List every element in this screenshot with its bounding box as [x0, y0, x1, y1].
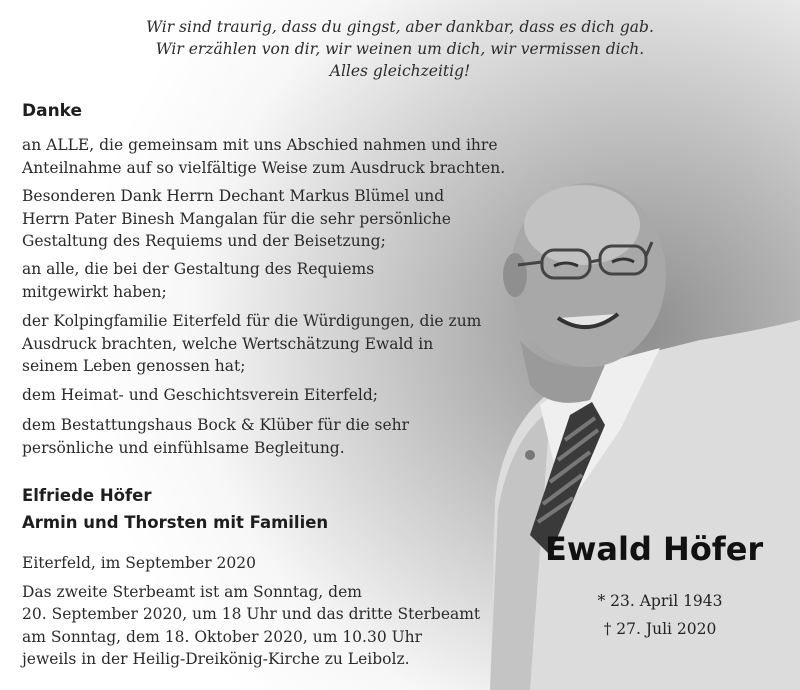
text-line: dem Heimat- und Geschichtsverein Eiterfeld; [22, 386, 378, 404]
life-dates [580, 587, 740, 643]
quote-line: Wir sind traurig, dass du gingst, aber dankbar, dass es dich gab. [146, 18, 654, 36]
thanks-paragraph [22, 384, 378, 407]
quote-line: Wir erzählen von dir, wir weinen um dich, wir vermissen dich. [155, 40, 645, 58]
notice-line: Das zweite Sterbeamt ist am Sonntag, dem [22, 582, 362, 601]
text-line: an alle, die bei der Gestaltung des Requiems [22, 260, 375, 278]
thanks-paragraph [22, 134, 505, 179]
notice-line: am Sonntag, dem 18. Oktober 2020, um 10.30 Uhr [22, 627, 423, 646]
text-line: Anteilnahme auf so vielfältige Weise zum Ausdruck brachten. [22, 158, 506, 177]
notice-line: jeweils in der Heilig-Dreikönig-Kirche zu Leibolz. [22, 650, 410, 668]
thanks-heading: Danke [22, 101, 83, 121]
signer-name: Armin und Thorsten mit Familien [22, 513, 329, 532]
thanks-paragraph [22, 185, 451, 253]
quote-line: Alles gleichzeitig! [329, 62, 471, 80]
text-line: Besonderen Dank Herrn Dechant Markus Blümel und [22, 187, 445, 205]
thanks-paragraph [22, 310, 481, 378]
birth-date: * 23. April 1943 [597, 592, 723, 610]
text-line: der Kolpingfamilie Eiterfeld für die Würdigungen, die zum [22, 312, 482, 330]
text-line: dem Bestattungshaus Bock & Klüber für die sehr [22, 416, 410, 434]
notice-line: 20. September 2020, um 18 Uhr und das dritte Sterbeamt [22, 605, 481, 623]
notice-block [22, 552, 480, 671]
text-line: seinem Leben genossen hat; [22, 357, 246, 375]
text-line: mitgewirkt haben; [22, 282, 167, 301]
death-date: † 27. Juli 2020 [603, 620, 717, 638]
thanks-paragraph [22, 258, 374, 303]
head-highlight [524, 185, 640, 265]
signers [22, 482, 328, 536]
text-line: Ausdruck brachten, welche Wertschätzung Ewald in [22, 334, 434, 353]
deceased-name: Ewald Höfer [545, 530, 764, 568]
signer-name: Elfriede Höfer [22, 486, 152, 505]
ear [503, 253, 527, 297]
place-date: Eiterfeld, im September 2020 [22, 554, 256, 572]
memorial-quote [0, 16, 800, 82]
text-line: an ALLE, die gemeinsam mit uns Abschied nahmen und ihre [22, 136, 498, 154]
lapel-pin [525, 450, 535, 460]
text-line: Herrn Pater Binesh Mangalan für die sehr persönliche [22, 209, 451, 228]
text-line: Gestaltung des Requiems und der Beisetzung; [22, 232, 386, 250]
thanks-paragraph [22, 414, 409, 459]
text-line: persönliche und einfühlsame Begleitung. [22, 438, 345, 457]
